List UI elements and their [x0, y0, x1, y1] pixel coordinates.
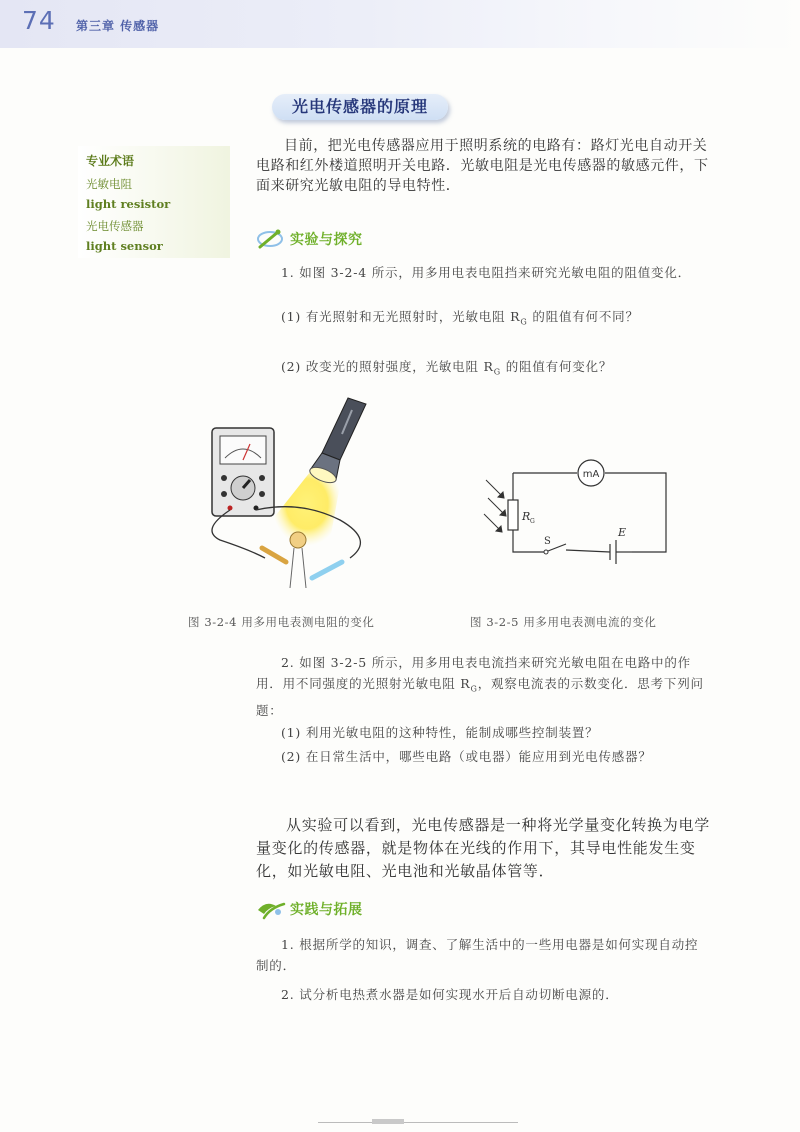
figure-circuit-diagram [480, 440, 680, 570]
section-title-box [272, 94, 448, 120]
question-1a: (1) 有光照射和无光照射时，光敏电阻 $R_G$ 的阻值有何不同？ [281, 309, 639, 327]
terms-title: 专业术语 [86, 154, 135, 168]
chapter-title: 第三章 传感器 [76, 19, 160, 33]
photoresistor-icon [290, 532, 306, 588]
section-title: 光电传感器的原理 [291, 97, 428, 116]
probe-red [262, 548, 286, 562]
question-1: 1. 如图 3-2-4 所示，用多用电表电阻挡来研究光敏电阻的阻值变化． [281, 265, 691, 280]
experiment-icon [256, 228, 286, 250]
intro-paragraph: 目前，把光电传感器应用于照明系统的电路有：路灯光电自动开关电路和红外楼道照明开关电路．光敏电阻是光电传感器的敏感元件，下面来研究光敏电阻的导电特性． [256, 138, 709, 194]
multimeter-icon [212, 428, 274, 516]
probe-blue [312, 562, 342, 578]
figure-multimeter-illustration [190, 390, 440, 605]
term-en-1: light resistor [86, 197, 171, 211]
light-rays-icon [484, 480, 506, 532]
footer-mark [372, 1119, 404, 1124]
footer-rule [318, 1122, 518, 1127]
experiment-heading-label: 实验与探究 [290, 232, 363, 248]
flashlight-icon [308, 398, 366, 486]
page-number: 74 [22, 6, 56, 35]
resistor-subscript: G [530, 518, 535, 525]
practice-item-1: 1. 根据所学的知识，调查、了解生活中的一些用电器是如何实现自动控制的． [256, 937, 699, 973]
figure-caption-2: 图 3-2-5 用多用电表测电流的变化 [470, 615, 657, 629]
practice-heading-label: 实践与拓展 [290, 902, 363, 918]
question-2: 2. 如图 3-2-5 所示，用多用电表电流挡来研究光敏电阻在电路中的作用．用不同强度的光照射光敏电阻 $R_G$，观察电流表的示数变化．思考下列问题： [256, 655, 704, 718]
question-1b: (2) 改变光的照射强度，光敏电阻 $R_G$ 的阻值有何变化？ [281, 359, 613, 377]
practice-heading [256, 898, 363, 920]
battery-label: E [618, 526, 627, 539]
experiment-heading [256, 228, 363, 250]
term-cn-1: 光敏电阻 [86, 177, 132, 191]
conclusion-paragraph: 从实验可以看到，光电传感器是一种将光学量变化转换为电学量变化的传感器，就是物体在光线的作用下，其导电性能发生变化，如光敏电阻、光电池和光敏晶体管等． [256, 816, 710, 880]
figure-caption-1: 图 3-2-4 用多用电表测电阻的变化 [188, 615, 375, 629]
practice-item-2: 2. 试分析电热煮水器是如何实现水开后自动切断电源的． [281, 987, 619, 1002]
question-2b: (2) 在日常生活中，哪些电路（或电器）能应用到光电传感器？ [281, 749, 652, 764]
ammeter-label: mA [582, 469, 600, 480]
switch-symbol [544, 550, 548, 554]
question-2a: (1) 利用光敏电阻的这种特性，能制成哪些控制装置？ [281, 725, 599, 740]
practice-icon [256, 898, 286, 920]
resistor-label: R [522, 510, 531, 523]
switch-label: S [544, 536, 551, 547]
term-cn-2: 光电传感器 [86, 219, 144, 233]
resistor-symbol [508, 500, 518, 530]
term-en-2: light sensor [86, 239, 163, 253]
